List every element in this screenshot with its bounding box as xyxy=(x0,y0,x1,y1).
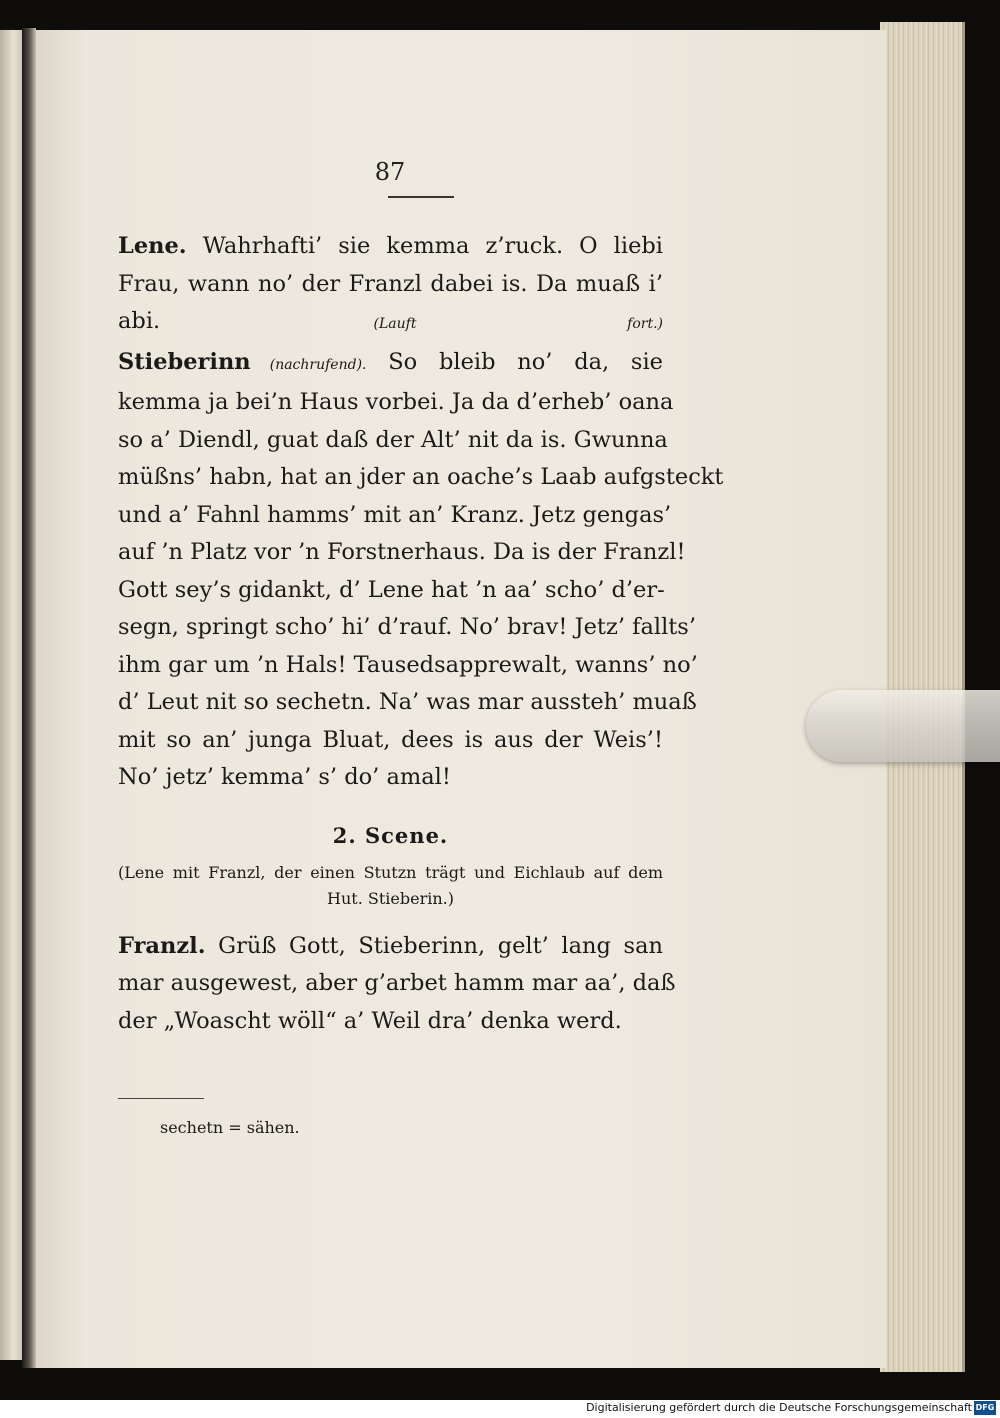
dfg-logo: DFG xyxy=(974,1401,996,1415)
line-text: Grüß Gott, Stieberinn, gelt’ lang san xyxy=(205,932,663,959)
line-text: mar ausgewest, aber g’arbet hamm mar aa’, daß xyxy=(118,970,676,996)
text-line xyxy=(118,572,663,610)
speaker-name: Lene. xyxy=(118,233,187,259)
line-text: No’ jetz’ kemma’ s’ do’ amal! xyxy=(118,764,451,790)
text-block xyxy=(118,228,724,1040)
speaker-name: Franzl. xyxy=(118,932,206,959)
line-text: mit so an’ junga Bluat, dees is aus der Weis’! xyxy=(118,726,663,753)
line-text: der „Woascht wöll“ a’ Weil dra’ denka werd. xyxy=(118,1007,622,1034)
line-text: und a’ Fahnl hamms’ mit an’ Kranz. Jetz gengas’ xyxy=(118,501,672,528)
speaker-name: Stieberinn xyxy=(118,348,251,375)
footnote-rule xyxy=(118,1098,204,1099)
text-line xyxy=(118,344,663,385)
text-line xyxy=(118,384,674,422)
line-text: Frau, wann no’ der Franzl dabei is. Da muaß i’ xyxy=(118,270,663,297)
text-line xyxy=(118,228,663,266)
text-line xyxy=(118,928,663,966)
line-text: So bleib no’ da, sie xyxy=(366,348,663,375)
left-page-edge xyxy=(0,30,22,1360)
text-line xyxy=(118,647,698,685)
text-line xyxy=(118,497,672,535)
text-line xyxy=(118,266,663,304)
text-line xyxy=(118,759,663,797)
line-text: Wahrhafti’ sie kemma z’ruck. O liebi xyxy=(186,233,663,259)
text-line xyxy=(118,422,668,460)
dialogue-part-1 xyxy=(118,228,724,797)
book-gutter xyxy=(22,28,36,1368)
line-text: segn, springt scho’ hi’ d’rauf. No’ brav! Jetz’ fallts’ xyxy=(118,614,697,640)
stage-direction: (Lene mit Franzl, der einen Stutzn trägt und Eichlaub auf dem Hut. Stieberin.) xyxy=(118,862,663,908)
scene-heading: 2. Scene. xyxy=(332,822,449,848)
line-text: Gott sey’s gidankt, d’ Lene hat ’n aa’ scho’ d’er- xyxy=(118,576,665,603)
line-text: so a’ Diendl, guat daß der Alt’ nit da is. Gwunna xyxy=(118,426,668,453)
text-line xyxy=(118,722,663,760)
line-text: ihm gar um ’n Hals! Tausedsapprewalt, wanns’ no’ xyxy=(118,651,698,678)
text-line xyxy=(118,684,697,722)
text-line xyxy=(118,1003,663,1041)
stage-note: (Lauft fort.) xyxy=(373,316,663,332)
digitization-credit: Digitalisierung gefördert durch die Deutsche Forschungsgemeinschaft xyxy=(586,1401,972,1414)
line-text: auf ’n Platz vor ’n Forstnerhaus. Da is der Franzl! xyxy=(118,539,686,565)
dialogue-part-2 xyxy=(118,928,676,1041)
text-line xyxy=(118,459,724,497)
header-rule xyxy=(388,196,454,198)
text-line xyxy=(118,534,686,572)
text-line xyxy=(118,965,676,1003)
bookmark-tab xyxy=(806,690,1000,762)
text-line xyxy=(118,609,697,647)
footnote: sechetn = sähen. xyxy=(160,1118,300,1137)
line-text: abi. xyxy=(118,308,374,334)
text-line xyxy=(118,303,663,344)
stage-note: (nachrufend). xyxy=(250,356,367,373)
page-number: 87 xyxy=(374,158,406,186)
line-text: d’ Leut nit so sechetn. Na’ was mar aussteh’ muaß xyxy=(118,689,697,715)
line-text: kemma ja bei’n Haus vorbei. Ja da d’erheb’ oana xyxy=(118,389,674,415)
line-text: müßns’ habn, hat an jder an oache’s Laab aufgsteckt xyxy=(118,464,724,490)
